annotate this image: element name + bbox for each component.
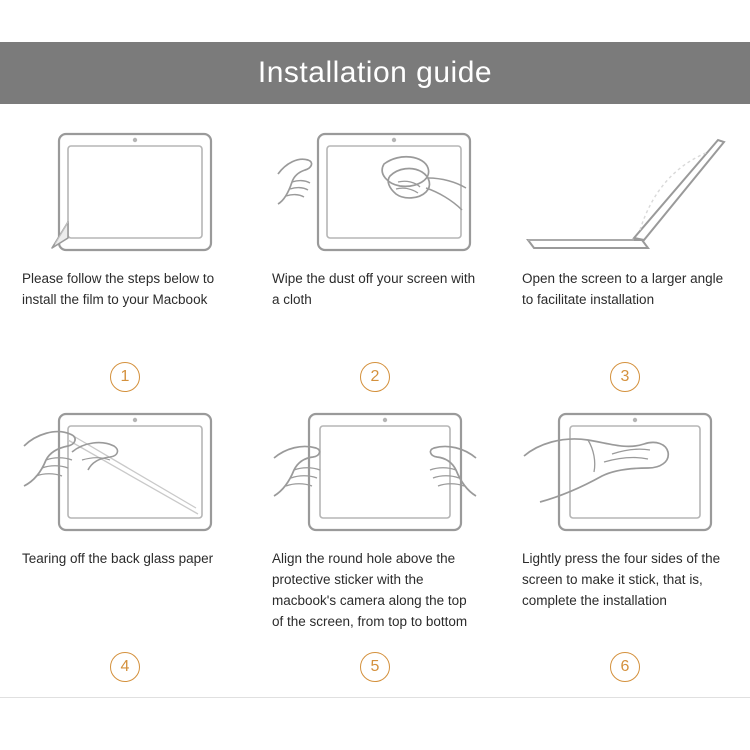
step-number-badge: 2: [360, 362, 390, 392]
illustration-hands-peeling-back-paper: [22, 410, 228, 535]
bottom-divider: [0, 697, 750, 698]
step-number-badge: 3: [610, 362, 640, 392]
step-card-4: [0, 400, 250, 690]
step-caption: Wipe the dust off your screen with a cloth: [272, 271, 476, 307]
step-caption: Tearing off the back glass paper: [22, 551, 214, 566]
step-card-5: [250, 400, 500, 690]
step-number-badge: 4: [110, 652, 140, 682]
step-card-1: [0, 120, 250, 400]
illustration-hand-pressing-screen-edges: [522, 410, 728, 535]
page-title: Installation guide: [257, 56, 493, 89]
step-caption: Please follow the steps below to install the film to your Macbook: [22, 271, 215, 307]
step-card-6: [500, 400, 750, 690]
illustration-hand-wiping-screen-with-cloth: [272, 130, 478, 255]
step-caption: Align the round hole above the protective sticker with the macbook's camera along the top of the screen, from top to bottom: [272, 551, 468, 629]
step-card-2: [250, 120, 500, 400]
illustration-tablet-with-peeling-film: [22, 130, 228, 255]
step-card-3: [500, 120, 750, 400]
step-caption: Lightly press the four sides of the screen to make it stick, that is, complete the installation: [522, 551, 721, 608]
step-number-badge: 1: [110, 362, 140, 392]
step-number-badge: 5: [360, 652, 390, 682]
illustration-open-laptop-side-view: [522, 130, 728, 255]
page-header: [0, 42, 750, 104]
step-caption: Open the screen to a larger angle to facilitate installation: [522, 271, 724, 307]
illustration-two-hands-aligning-film: [272, 410, 478, 535]
step-number-badge: 6: [610, 652, 640, 682]
steps-grid: [0, 120, 750, 690]
